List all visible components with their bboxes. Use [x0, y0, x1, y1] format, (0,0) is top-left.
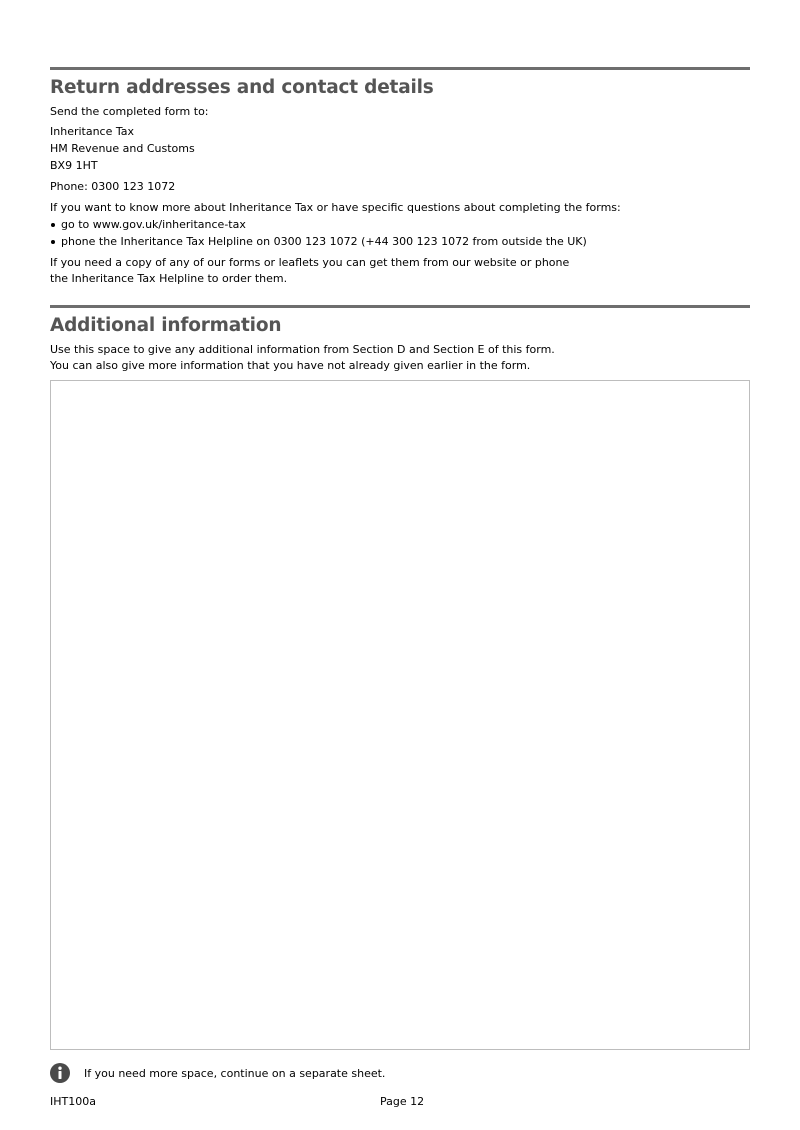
- contact-bullet-list: [50, 216, 587, 250]
- return-section-heading: Return addresses and contact details: [50, 77, 434, 98]
- additional-section-heading: Additional information: [50, 315, 282, 336]
- additional-information-field[interactable]: [50, 380, 750, 1050]
- address-line-1: Inheritance Tax: [50, 125, 135, 138]
- form-code: IHT100a: [50, 1095, 96, 1108]
- additional-instructions-line-2: You can also give more information that you have not already given earlier in the form.: [50, 359, 531, 372]
- send-to-label: Send the completed form to:: [50, 105, 209, 118]
- more-space-note: If you need more space, continue on a separate sheet.: [84, 1067, 386, 1080]
- info-icon: [50, 1063, 70, 1083]
- bullet-helpline: phone the Inheritance Tax Helpline on 0300 123 1072 (+44 300 123 1072 from outside the UK): [50, 233, 587, 250]
- address-line-2: HM Revenue and Customs: [50, 142, 195, 155]
- section-divider-return: [50, 67, 750, 70]
- bullet-website: go to www.gov.uk/inheritance-tax: [50, 216, 587, 233]
- copy-forms-line-2: the Inheritance Tax Helpline to order them.: [50, 272, 288, 285]
- more-info-intro: If you want to know more about Inheritance Tax or have specific questions about completing the forms:: [50, 201, 621, 214]
- additional-instructions-line-1: Use this space to give any additional information from Section D and Section E of this form.: [50, 343, 555, 356]
- phone-number: Phone: 0300 123 1072: [50, 180, 176, 193]
- page-number: Page 12: [380, 1095, 425, 1108]
- copy-forms-line-1: If you need a copy of any of our forms or leaflets you can get them from our website or phone: [50, 256, 570, 269]
- section-divider-additional: [50, 305, 750, 308]
- address-line-3: BX9 1HT: [50, 159, 98, 172]
